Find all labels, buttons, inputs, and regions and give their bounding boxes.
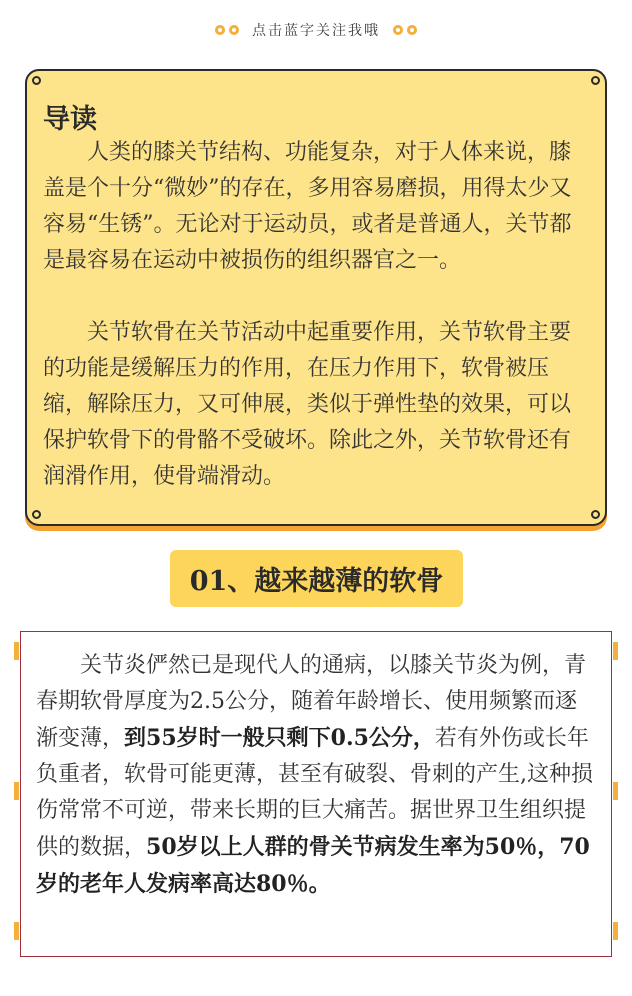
corner-dot-icon: [591, 510, 600, 519]
section-heading: 01、越来越薄的软骨: [170, 550, 463, 607]
intro-paragraph-2: 关节软骨在关节活动中起重要作用，关节软骨主要的功能是缓解压力的作用，在压力作用下，软骨被压缩，解除压力，又可伸展，类似于弹性垫的效果，可以保护软骨下的骨骼不受破坏。除此之外，关节软骨还有润滑作用，使骨端滑动。: [43, 320, 572, 489]
side-tab-decor: [613, 922, 618, 940]
corner-dot-icon: [591, 76, 600, 85]
section-content-card: [20, 631, 612, 957]
section-bold-2: 50岁以上人群的骨关节病发生率为50％，70岁的老年人发病率高达80％。: [36, 834, 590, 897]
side-tab-decor: [14, 642, 19, 660]
section-bold-1: 到55岁时一般只剩下0.5公分，: [124, 725, 435, 751]
decor-flower-left-icon: [214, 24, 240, 36]
follow-prompt-text[interactable]: 点击蓝字关注我哦: [252, 23, 380, 39]
side-tab-decor: [613, 642, 618, 660]
section-text-1: 关节炎俨然已是现代人的通病，以膝关节炎为例，青春期软骨厚度为2.5公分，随着年龄增长、使用频繁而逐渐变薄，: [36, 653, 587, 751]
side-tab-decor: [613, 782, 618, 800]
follow-banner: [0, 18, 632, 42]
section-text-2: 若有外伤或长年负重者，软骨可能更薄，甚至有破裂、骨刺的产生,这种损伤常常不可逆，带来长期的巨大痛苦。据世界卫生组织提供的数据，: [36, 726, 593, 860]
corner-dot-icon: [32, 76, 41, 85]
decor-flower-right-icon: [392, 24, 418, 36]
corner-dot-icon: [32, 510, 41, 519]
intro-title: 导读: [43, 104, 97, 135]
side-tab-decor: [14, 922, 19, 940]
side-tab-decor: [14, 782, 19, 800]
intro-paragraph-1: 人类的膝关节结构、功能复杂，对于人体来说，膝盖是个十分“微妙”的存在，多用容易磨损，用得太少又容易“生锈”。无论对于运动员，或者是普通人，关节都是最容易在运动中被损伤的组织器官之一。: [43, 140, 572, 273]
intro-card: [25, 69, 607, 526]
section-paragraph: [36, 648, 598, 903]
